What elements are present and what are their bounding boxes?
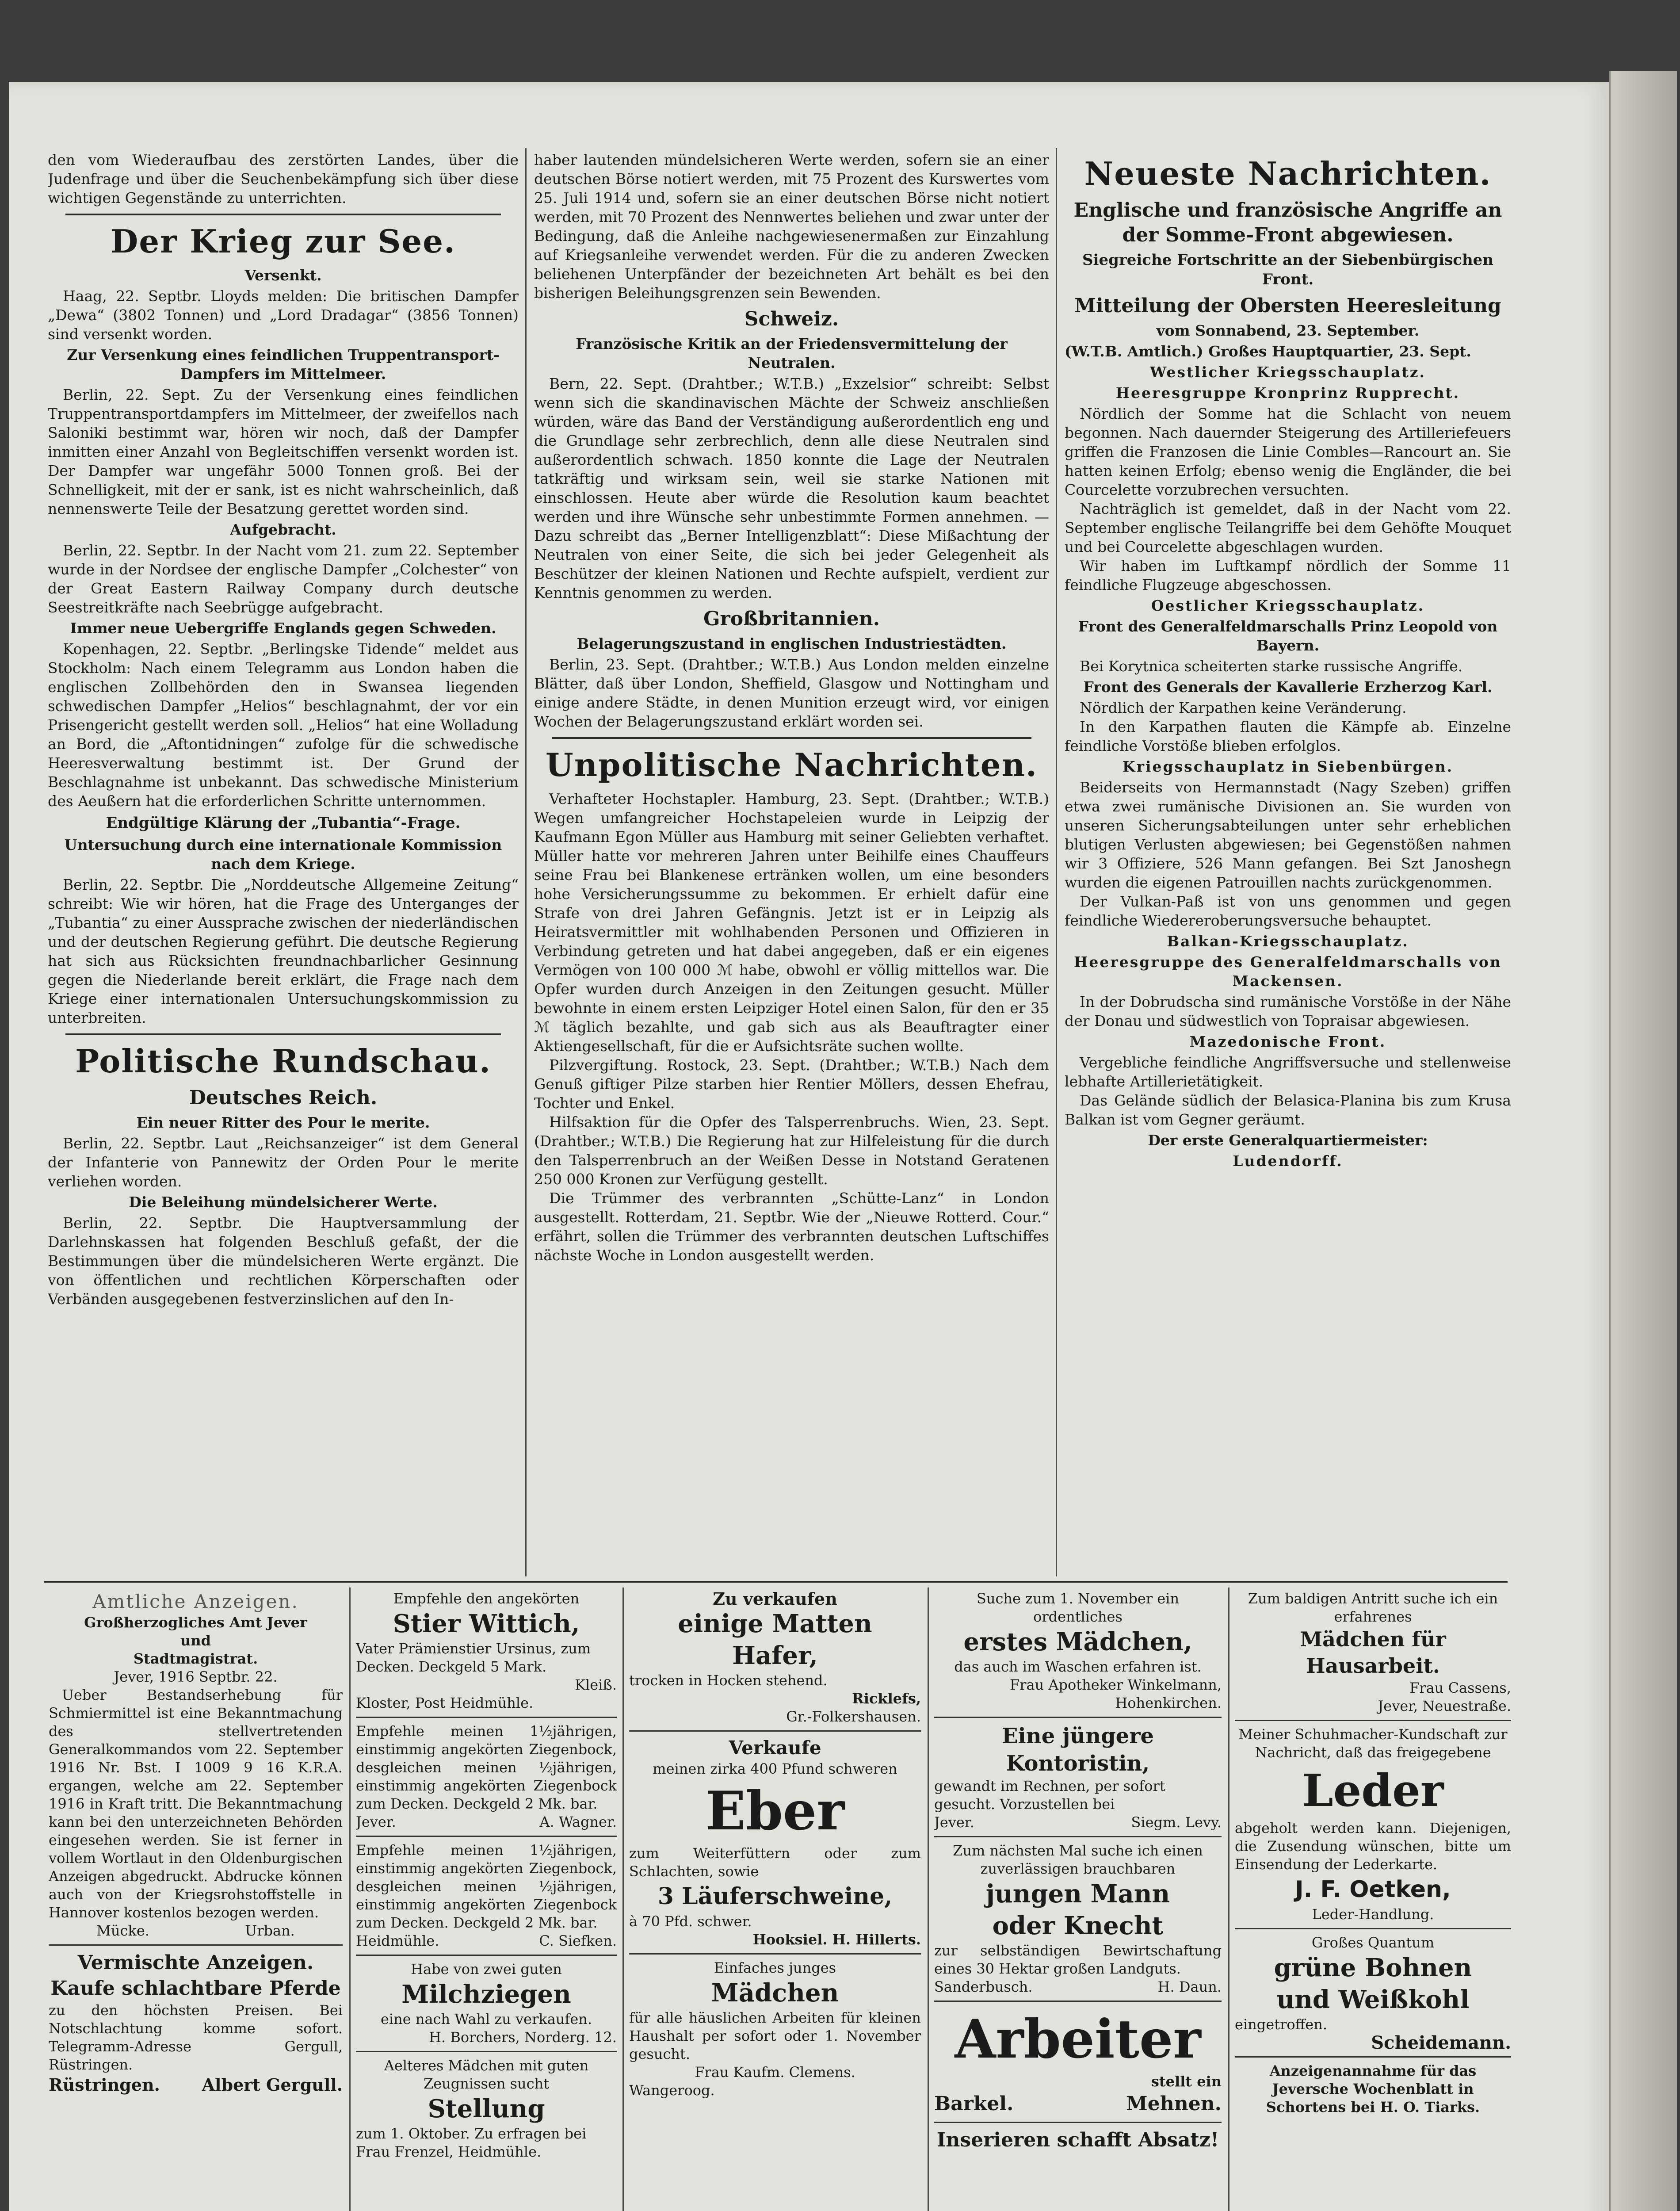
ad-rule-3 — [928, 1587, 929, 2211]
tubantia-heading: Endgültige Klärung der „Tubantia“-Frage. — [106, 814, 461, 832]
ad-column-5 — [1235, 1590, 1511, 2211]
knecht-place: Sanderbusch. — [934, 1978, 1033, 1995]
report-p11: Das Gelände südlich der Belasica-Planina bis zum Krusa Balkan ist vom Gegner geräumt. — [1065, 1092, 1511, 1128]
milch-heading: Milchziegen — [401, 1980, 571, 2009]
hafer-sig-2: Gr.-Folkershausen. — [786, 1708, 921, 1725]
kontor-place: Jever. — [934, 1814, 974, 1831]
ad-separator — [934, 2122, 1222, 2123]
section-rule — [65, 1033, 501, 1035]
leder-body: abgeholt werden kann. Diejenigen, die Zusendung wünschen, bitte um Einsendung der Lederkarte. — [1235, 1820, 1511, 1873]
hausarbeit-intro: Zum baldigen Antritt suche ich ein erfahrenes — [1248, 1590, 1498, 1625]
tubantia-text: Berlin, 22. Septbr. Die „Norddeutsche Allgemeine Zeitung“ schreibt: Wie wir hören, hat die Frage des Unterganges der „Tubantia“ zu einer Aussprache zwischen der niederländischen und der deutschen Regierung geführt. Die deutsche Regierung hat sich aus Rücksichten freundnachbarlicher Gesinnung gegen die Niederlande bereit erklärt, die Frage nach dem Kriege einer internationalen Untersuchungskommission zu unterbreiten. — [48, 876, 519, 1026]
report-p4: Bei Korytnica scheiterten starke russische Angriffe. — [1080, 658, 1463, 675]
unpolitical-title: Unpolitische Nachrichten. — [545, 746, 1038, 784]
milch-signature: H. Borchers, Norderg. 12. — [429, 2029, 617, 2046]
section-rule — [65, 214, 501, 215]
page-stack-edge — [1609, 71, 1677, 2211]
hafer-sig-1: Ricklefs, — [852, 1690, 921, 1707]
pferde-body: zu den höchsten Preisen. Bei Notschlachtung komme sofort. Telegramm-Adresse Gergull, Rüstringen. — [49, 2002, 343, 2073]
report-p9: In der Dobrudscha sind rumänische Vorstöße in der Nähe der Donau und südwestlich von Topraisar abgewiesen. — [1065, 993, 1511, 1029]
siebenbuergen-heading: Kriegsschauplatz in Siebenbürgen. — [1122, 758, 1454, 775]
eber-intro-2: meinen zirka 400 Pfund schweren — [653, 1760, 897, 1777]
official-org-2: Stadtmagistrat. — [133, 1650, 258, 1667]
schweden-heading: Immer neue Uebergriffe Englands gegen Schweden. — [70, 620, 496, 637]
bohnen-heading-1: grüne Bohnen — [1274, 1953, 1472, 1982]
oetken-sub: Leder-Handlung. — [1312, 1906, 1434, 1923]
kontor-name: Siegm. Levy. — [1131, 1814, 1222, 1831]
karl-heading: Front des Generals der Kavallerie Erzherzog Karl. — [1083, 678, 1493, 696]
ziege2-place: Heidmühle. — [356, 1932, 439, 1949]
report-p7: Beiderseits von Hermannstadt (Nagy Szeben) griffen etwa zwei rumänische Divisionen an. Sie wurden von unseren Sicherungsabteilungen unter sehr erheblichen blutigen Verlusten abgewiesen; bei Gegenstößen nahmen wir 3 Offiziere, 526 Mann gefangen. Bei Szt Janoshegn wurden die eigenen Patrouillen nachts zurückgenommen. — [1065, 779, 1511, 891]
inserieren-slogan: Inserieren schafft Absatz! — [936, 2129, 1219, 2151]
official-body: Ueber Bestandserhebung für Schmiermittel ist eine Bekanntmachung des stellvertretenden Generalkommandos vom 22. September 1916 Nr. Bst. I 1009 9 16 K.R.A. ergangen, welche am 22. September 1916 in Kraft tritt. Die Bekanntmachung kann bei den unterzeichneten Behörden eingesehen werden. Sie ist ferner in vollem Wortlaut in den Oldenburgischen Anzeigen abgedruckt. Abdrucke können auch von der Kriegsrohstoffstelle in Hannover kostenlos bezogen werden. — [49, 1687, 343, 1921]
kontor-heading: Eine jüngere Kontoristin, — [1001, 1724, 1154, 1776]
section-rule — [552, 737, 1031, 739]
annahme-text: Anzeigenannahme für das Jeversche Wochenblatt in Schortens bei H. O. Tiarks. — [1266, 2062, 1480, 2115]
ziege2-signature — [356, 1932, 617, 1950]
schweiz-heading: Schweiz. — [744, 308, 839, 330]
column-3 — [1065, 150, 1511, 1576]
arbeiter-body: stellt ein — [1151, 2073, 1222, 2090]
rupprecht-heading: Heeresgruppe Kronprinz Rupprecht. — [1115, 384, 1460, 402]
ziege1-place: Jever. — [356, 1813, 396, 1830]
column-rule-2 — [1056, 148, 1057, 1576]
ad-separator — [356, 1836, 617, 1837]
kontor-body: gewandt im Rechnen, per sofort gesucht. Vorzustellen bei — [934, 1778, 1165, 1813]
ad-separator — [356, 1717, 617, 1718]
ad-separator — [356, 1955, 617, 1956]
headline-siebenbuergen: Siegreiche Fortschritte an der Siebenbürgischen Front. — [1082, 251, 1494, 288]
stellung-heading: Stellung — [428, 2094, 545, 2123]
eber-heading: Eber — [705, 1780, 845, 1842]
oetken-heading: J. F. Oetken, — [1295, 1876, 1451, 1903]
signature-name: Ludendorff. — [1233, 1152, 1343, 1170]
ad-separator — [934, 1717, 1222, 1718]
milch-body: eine nach Wahl zu verkaufen. — [380, 2011, 592, 2027]
hausarbeit-sig-2: Jever, Neuestraße. — [1378, 1698, 1511, 1714]
ad-separator — [934, 2001, 1222, 2002]
hafer-heading-1: einige Matten — [678, 1609, 872, 1638]
bohnen-signature: Scheidemann. — [1371, 2032, 1511, 2053]
pilz-text: Pilzvergiftung. Rostock, 23. Sept. (Drahtber.; W.T.B.) Nach dem Genuß giftiger Pilze starben hier Rentier Möllers, dessen Ehefrau, Tochter und Enkel. — [534, 1056, 1049, 1112]
knecht-intro: Zum nächsten Mal suche ich einen zuverlässigen brauchbaren — [953, 1842, 1203, 1877]
macedonian-heading: Mazedonische Front. — [1189, 1033, 1386, 1050]
arbeiter-heading: Arbeiter — [955, 2008, 1201, 2070]
official-sig-1: Mücke. — [96, 1922, 149, 1939]
report-dateline: (W.T.B. Amtlich.) Großes Hauptquartier, 23. Sept. — [1065, 343, 1471, 360]
official-org-1: Großherzogliches Amt Jever — [84, 1614, 307, 1631]
beleihung-continued: haber lautenden mündelsicheren Werte werden, sofern sie an einer deutschen Börse notiert werden, mit 75 Prozent des Kurswertes vom 25. Juli 1914 und, sofern sie an einer deutschen Börse nicht notiert werden, mit 70 Prozent des Nennwertes beliehen und zwar unter der Bedingung, daß die Anleihe nachgewiesenermaßen zur Einzahlung auf Kriegsanleihe verwendet werden. Für die zu anderen Zwecken beliehenen Unterpfänder der bezeichneten Art behält es bei den bisherigen Beleihungsgrenzen sein Bewenden. — [534, 151, 1049, 302]
pferde-heading: Kaufe schlachtbare Pferde — [50, 1977, 341, 2000]
erstes-signature: Frau Apotheker Winkelmann, Hohenkirchen. — [1010, 1676, 1222, 1711]
report-p5: Nördlich der Karpathen keine Veränderung. — [1080, 699, 1407, 716]
bohnen-intro: Großes Quantum — [1311, 1934, 1435, 1951]
official-signatures — [49, 1922, 343, 1940]
ad-separator — [629, 1730, 921, 1732]
ad-separator — [934, 1836, 1222, 1837]
gb-heading: Großbritannien. — [703, 608, 880, 630]
maedchen2-intro: Einfaches junges — [714, 1959, 836, 1976]
ad-separator — [629, 1953, 921, 1955]
ad-column-1 — [49, 1590, 343, 2211]
official-und: und — [180, 1632, 211, 1649]
versenkt-text: Haag, 22. Septbr. Lloyds melden: Die britischen Dampfer „Dewa“ (3802 Tonnen) und „Lord Dradagar“ (3856 Tonnen) sind versenkt worden. — [48, 287, 519, 343]
schweiz-text: Bern, 22. Sept. (Drahtber.; W.T.B.) „Exzelsior“ schreibt: Selbst wenn sich die skandinavischen Mächte der Schweiz anschließen würden, wäre das Band der Verständigung außerordentlich eng und die Grundlage sehr zerbrechlich, denn alle diese Neutralen sind außerordentlich schwach. 1850 konnte die Lage der Neutralen tatkräftig und wirksam sein, weil sie starke Nationen mit einschlossen. Heute aber würde die Resolution kaum beachtet werden und ihre Wünsche sehr unbestimmte Formen annehmen. — Dazu schreibt das „Berner Intelligenzblatt“: Diese Mißachtung der Neutralen von einer Seite, die sich bei jeder Gelegenheit als Beschützer der kleinen Nationen und Rechte aufspielt, verdient zur Kenntnis genommen zu werden. — [534, 375, 1049, 601]
knecht-body: zur selbständigen Bewirtschaftung eines 30 Hektar großen Landguts. — [934, 1942, 1222, 1977]
eber-intro-1: Verkaufe — [729, 1737, 821, 1759]
report-p6: In den Karpathen flauten die Kämpfe ab. Einzelne feindliche Vorstöße blieben erfolglos. — [1065, 718, 1511, 754]
knecht-heading-1: jungen Mann — [985, 1879, 1170, 1909]
bohnen-heading-2: und Weißkohl — [1276, 1985, 1470, 2014]
misc-ads-heading: Vermischte Anzeigen. — [77, 1951, 314, 1974]
stier-place: Kloster, Post Heidmühle. — [356, 1695, 534, 1711]
hausarbeit-heading: Mädchen für Hausarbeit. — [1300, 1627, 1446, 1678]
official-sig-2: Urban. — [245, 1922, 295, 1939]
report-p8: Der Vulkan-Paß ist von uns genommen und gegen feindliche Wiedereroberungsversuche behauptet. — [1065, 893, 1511, 929]
leder-heading: Leder — [1302, 1764, 1444, 1817]
hausarbeit-sig-1: Frau Cassens, — [1409, 1679, 1511, 1696]
beleihung-heading: Die Beleihung mündelsicherer Werte. — [129, 1193, 438, 1211]
leopold-heading: Front des Generalfeldmarschalls Prinz Leopold von Bayern. — [1078, 618, 1498, 654]
maedchen2-signature: Frau Kaufm. Clemens. — [695, 2064, 855, 2081]
stier-signature: Kleiß. — [575, 1676, 617, 1693]
report-p2: Nachträglich ist gemeldet, daß in der Nacht vom 22. September englische Teilangriffe bei dem Gehöfte Mouquet und bei Courcelette abgeschlagen wurden. — [1065, 500, 1511, 555]
schweiz-subheading: Französische Kritik an der Friedensvermittelung der Neutralen. — [576, 335, 1008, 371]
hafer-intro: Zu verkaufen — [713, 1590, 837, 1609]
tubantia-subheading: Untersuchung durch eine internationale Kommission nach dem Kriege. — [64, 836, 502, 872]
east-heading: Oestlicher Kriegsschauplatz. — [1151, 597, 1425, 614]
milch-intro: Habe von zwei guten — [411, 1961, 562, 1978]
bohnen-body: eingetroffen. — [1235, 2016, 1328, 2033]
stier-intro: Empfehle den angekörten — [393, 1590, 580, 1607]
leder-intro: Meiner Schuhmacher-Kundschaft zur Nachricht, daß das freigegebene — [1238, 1726, 1508, 1761]
laeufer-signature: Hooksiel. H. Hillerts. — [752, 1931, 921, 1948]
ad-rule-4 — [1228, 1587, 1229, 2211]
knecht-heading-2: oder Knecht — [992, 1911, 1164, 1940]
stier-body: Vater Prämienstier Ursinus, zum Decken. Deckgeld 5 Mark. — [356, 1640, 591, 1675]
ziege2-name: C. Siefken. — [539, 1932, 617, 1949]
report-p1: Nördlich der Somme hat die Schlacht von neuem begonnen. Nach dauernder Steigerung des Artilleriefeuers griffen die Franzosen die Linie Combles—Rancourt an. Sie hatten keinen Erfolg; ebenso wenig die Engländer, die bei Courcelette vorzubrechen versuchten. — [1065, 405, 1511, 498]
schweden-text: Kopenhagen, 22. Septbr. „Berlingske Tidende“ meldet aus Stockholm: Nach einem Telegramm aus London haben die englischen Zollbehörden den in Swansea liegenden schwedischen Dampfer „Helios“ beschlagnahmt, der vor ein Prisengericht gestellt werden soll. „Helios“ hat eine Wolladung an Bord, die „Aftontidningen“ zufolge für die schwedische Heeresverwaltung bestimmt ist. Der Grund der Beschlagnahme ist unbekannt. Das schwedische Ministerium des Aeußern hat die erforderlichen Schritte unternommen. — [48, 640, 519, 810]
ads-divider — [44, 1581, 1508, 1583]
maedchen2-place: Wangeroog. — [629, 2082, 715, 2099]
aufgebracht-heading: Aufgebracht. — [230, 521, 336, 538]
ritter-heading: Ein neuer Ritter des Pour le merite. — [136, 1114, 430, 1131]
ad-separator — [1235, 2056, 1511, 2058]
mackensen-heading: Heeresgruppe des Generalfeldmarschalls von Mackensen. — [1074, 953, 1502, 990]
ad-separator — [1235, 1720, 1511, 1721]
maedchen2-body: für alle häuslichen Arbeiten für kleinen Haushalt per sofort oder 1. November gesucht. — [629, 2009, 921, 2062]
pferde-name: Albert Gergull. — [202, 2075, 343, 2095]
erstes-heading: erstes Mädchen, — [963, 1627, 1192, 1656]
arbeiter-signature — [934, 2091, 1222, 2117]
reich-heading: Deutsches Reich. — [189, 1086, 378, 1109]
stellung-body: zum 1. Oktober. Zu erfragen bei Frau Frenzel, Heidmühle. — [356, 2125, 587, 2160]
transport-heading: Zur Versenkung eines feindlichen Truppentransport-Dampfers im Mittelmeer. — [67, 346, 500, 383]
ritter-text: Berlin, 22. Septbr. Laut „Reichsanzeiger“ ist dem General der Infanterie von Pannewitz der Orden Pour le merite verliehen worden. — [48, 1135, 519, 1190]
hafer-heading-2: Hafer, — [732, 1641, 818, 1670]
hilfsaktion-text: Hilfsaktion für die Opfer des Talsperrenbruchs. Wien, 23. Sept. (Drahtber.; W.T.B.) Die Regierung hat zur Hilfeleistung für die durch den Talsperrenbruch an der Weißen Desse in Notstand Geratenen 250 000 Kronen zur Verfügung gestellt. — [534, 1113, 1049, 1188]
column-1 — [48, 150, 519, 1576]
headline-somme: Englische und französische Angriffe an der Somme-Front abgewiesen. — [1073, 199, 1502, 246]
transport-text: Berlin, 22. Sept. Zu der Versenkung eines feindlichen Truppentransportdampfers im Mittelmeer, der zweifellos nach Saloniki bestimmt war, hören wir noch, daß der Dampfer inmitten einer Anzahl von Begleitschiffen versenkt worden ist. Der Dampfer war ungefähr 5000 Tonnen groß. Bei der Schnelligkeit, mit der er sank, ist es nicht wahrscheinlich, daß nennenswerte Teile der Besatzung gerettet worden sind. — [48, 386, 519, 517]
stier-heading: Stier Wittich, — [393, 1609, 580, 1638]
sea-war-title: Der Krieg zur See. — [110, 222, 456, 260]
intro-text: den vom Wiederaufbau des zerstörten Landes, über die Judenfrage und über die Seuchenbekämpfung sich über diese wichtigen Gegenstände zu unterrichten. — [48, 151, 519, 207]
aufgebracht-text: Berlin, 22. Septbr. In der Nacht vom 21. zum 22. September wurde in der Nordsee der englische Dampfer „Colchester“ von der Great Eastern Railway Company durch deutsche Seestreitkräfte nach Seebrügge aufgebracht. — [48, 542, 519, 616]
ad-column-3 — [629, 1590, 921, 2211]
maedchen2-heading: Mädchen — [711, 1978, 839, 2008]
ad-column-2 — [356, 1590, 617, 2211]
ad-column-4 — [934, 1590, 1222, 2211]
signature-title: Der erste Generalquartiermeister: — [1148, 1132, 1428, 1149]
knecht-name: H. Daun. — [1157, 1978, 1222, 1995]
kontor-signature — [934, 1813, 1222, 1832]
report-p3: Wir haben im Luftkampf nördlich der Somme 11 feindliche Flugzeuge abgeschossen. — [1065, 557, 1511, 593]
west-heading: Westlicher Kriegsschauplatz. — [1150, 363, 1426, 381]
hochstapler-text: Verhafteter Hochstapler. Hamburg, 23. Sept. (Drahtber.; W.T.B.) Wegen umfangreicher Hochstapeleien wurde in Leipzig der Kaufmann Egon Müller aus Hamburg mit seiner Geliebten verhaftet. Müller hatte vor mehreren Jahren unter Beihilfe eines Chauffeurs seine Frau bei Blankenese ertränken wollen, um eine besonders hohe Versicherungssumme zu bekommen. Er erhielt dafür eine Strafe von drei Jahren Gefängnis. Jetzt ist er in Leipzig als Heiratsvermittler mit wohlhabenden Personen und Offizieren in Verbindung getreten und hat dabei angegeben, daß er ein eigenes Vermögen von 100 000 ℳ habe, obwohl er völlig mittellos war. Die Opfer wurden durch Anzeigen in den Zeitungen gesucht. Müller bewohnte in einem ersten Leipziger Hotel einen Salon, für den er 35 ℳ täglich bezahlte, und gab sich aus als Beauftragter einer Aktiengesellschaft, für die er Aufsichtsräte suchen wollte. — [534, 790, 1049, 1055]
report-p10: Vergebliche feindliche Angriffsversuche und stellenweise lebhafte Artillerietätigkeit. — [1065, 1054, 1511, 1090]
erstes-intro: Suche zum 1. November ein ordentliches — [976, 1590, 1180, 1625]
headline-ohl: Mitteilung der Obersten Heeresleitung — [1074, 295, 1501, 317]
ad-separator — [1235, 1928, 1511, 1929]
ad-separator — [356, 2051, 617, 2052]
arbeiter-place: Barkel. — [934, 2092, 1014, 2115]
column-2 — [534, 150, 1049, 1576]
ad-rule-2 — [622, 1587, 624, 2211]
beleihung-text: Berlin, 22. Septbr. Die Hauptversammlung der Darlehnskassen hat folgenden Beschluß gefaßt, der die Bestimmungen über die mündelsicheren Werte ergänzt. Die von öffentlichen und rechtlichen Körperschaften oder Verbänden ausgegebenen festverzinslichen auf den In- — [48, 1214, 519, 1308]
ziege1-name: A. Wagner. — [539, 1813, 617, 1830]
pferde-place: Rüstringen. — [49, 2075, 160, 2095]
ad-rule-1 — [349, 1587, 351, 2211]
balkan-heading: Balkan-Kriegsschauplatz. — [1167, 933, 1409, 950]
laeufer-heading: 3 Läuferschweine, — [657, 1883, 893, 1910]
versenkt-heading: Versenkt. — [244, 267, 322, 284]
pferde-signature — [49, 2074, 343, 2096]
arbeiter-name: Mehnen. — [1126, 2092, 1222, 2115]
official-ads-heading: Amtliche Anzeigen. — [92, 1591, 299, 1612]
truemmer-text: Die Trümmer des verbrannten „Schütte-Lanz“ in London ausgestellt. Rotterdam, 21. Septbr. Wie der „Nieuwe Rotterd. Cour.“ erfährt, sollen die Trümmer des verbrannten deutschen Luftschiffes nächste Woche in London ausgestellt werden. — [534, 1190, 1049, 1264]
hafer-body: trocken in Hocken stehend. — [629, 1672, 828, 1689]
erstes-body: das auch im Waschen erfahren ist. — [954, 1658, 1202, 1675]
laeufer-body: à 70 Pfd. schwer. — [629, 1913, 752, 1930]
stellung-intro: Aelteres Mädchen mit guten Zeugnissen sucht — [384, 2057, 589, 2092]
political-title: Politische Rundschau. — [75, 1042, 491, 1080]
ziege2-body: Empfehle meinen 1½jährigen, einstimmig angekörten Ziegenbock, desgleichen meinen ½jährigen, einstimmig angekörten Ziegenbock zum Decken. Deckgeld 2 Mk. bar. — [356, 1842, 617, 1931]
official-date: Jever, 1916 Septbr. 22. — [114, 1668, 278, 1685]
ad-separator — [49, 1944, 343, 1946]
eber-body: zum Weiterfüttern oder zum Schlachten, sowie — [629, 1845, 921, 1880]
gb-subheading: Belagerungszustand in englischen Industriestädten. — [577, 635, 1007, 652]
knecht-signature — [934, 1978, 1222, 1996]
latest-news-title: Neueste Nachrichten. — [1084, 155, 1492, 192]
gb-text: Berlin, 23. Sept. (Drahtber.; W.T.B.) Aus London melden einzelne Blätter, daß über London, Sheffield, Glasgow und Nottingham und einige andere Städte, in denen Munition erzeugt wird, vor einigen Wochen der Belagerungszustand erklärt worden sei. — [534, 656, 1049, 730]
ziege1-body: Empfehle meinen 1½jährigen, einstimmig angekörten Ziegenbock, desgleichen meinen ½jährigen, einstimmig angekörten Ziegenbock zum Decken. Deckgeld 2 Mk. bar. — [356, 1723, 617, 1812]
column-rule-1 — [525, 148, 527, 1576]
ziege1-signature — [356, 1813, 617, 1831]
report-date: vom Sonnabend, 23. September. — [1156, 322, 1420, 339]
